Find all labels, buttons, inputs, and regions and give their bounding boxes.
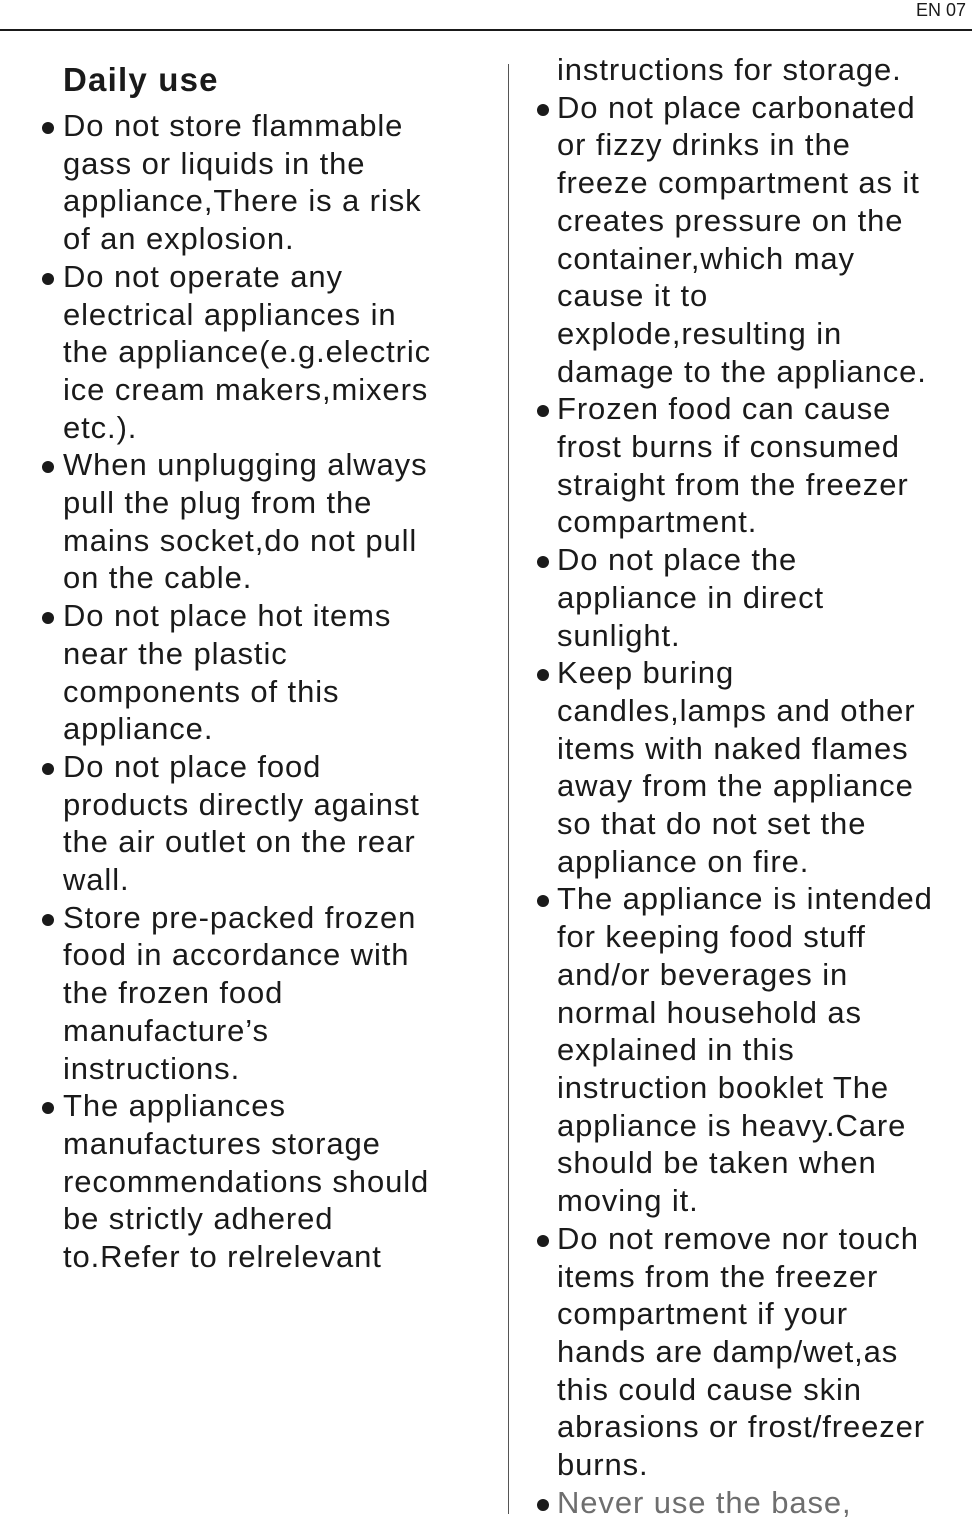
list-item-text: Do not store flammable gass or liquids in the appliance,There is a risk of an explosion. — [63, 108, 422, 257]
bullet-icon — [42, 763, 54, 775]
bullet-icon — [537, 556, 549, 568]
list-item-text: The appliances manufactures storage recommendations should be strictly adhered to.Refer to relrelevant — [63, 1088, 430, 1275]
bullet-icon — [537, 669, 549, 681]
list-item-text: Do not remove nor touch items from the freezer compartment if your hands are damp/wet,as this could cause skin abrasions or frost/freezer burns. — [557, 1220, 925, 1483]
list-item-text: Do not place hot items near the plastic components of this appliance. — [63, 598, 392, 747]
list-item-text: When unplugging always pull the plug from the mains socket,do not pull on the cable. — [63, 447, 428, 596]
list-item-text: Never use the base, — [557, 1484, 852, 1520]
list-item-text: Do not place food products directly against the air outlet on the rear wall. — [63, 748, 420, 898]
list-item — [510, 1220, 972, 1484]
bullet-icon — [42, 461, 54, 473]
continuation-text: instructions for storage. — [557, 52, 902, 87]
list-item-text: Do not operate any electrical appliances in the appliance(e.g.electric ice cream makers,mixers etc.). — [63, 258, 432, 445]
bullet-icon — [537, 104, 549, 116]
list-item-text: The appliance is intended for keeping food stuff and/or beverages in normal household as explained in this instruction booklet The appliance is heavy.Care should be taken when moving it. — [557, 881, 933, 1219]
left-column-list — [0, 107, 500, 1276]
list-item-text: Store pre-packed frozen food in accordance with the frozen food manufacture’s instructions. — [63, 899, 417, 1086]
list-item — [510, 1484, 972, 1521]
bullet-icon — [42, 914, 54, 926]
list-item — [0, 597, 500, 748]
list-item-text: Frozen food can cause frost burns if consumed straight from the freezer compartment. — [557, 391, 909, 540]
list-item — [0, 107, 500, 258]
page-number: EN 07 — [915, 0, 966, 20]
list-item — [0, 1087, 500, 1276]
bullet-icon — [537, 1235, 549, 1247]
list-item — [510, 541, 972, 654]
list-item — [0, 748, 500, 899]
header-rule — [0, 29, 972, 31]
bullet-icon — [537, 895, 549, 907]
bullet-icon — [42, 1102, 54, 1114]
right-column-list — [510, 51, 972, 1521]
list-item — [510, 654, 972, 880]
list-item — [0, 258, 500, 447]
list-item — [0, 446, 500, 597]
bullet-icon — [537, 1499, 549, 1511]
bullet-icon — [42, 612, 54, 624]
bullet-icon — [42, 122, 54, 134]
list-item-text: Keep buring candles,lamps and other items with naked flames away from the appliance so that do not set the appliance on fire. — [557, 655, 916, 879]
list-item — [510, 390, 972, 541]
list-item — [0, 899, 500, 1088]
list-item — [510, 89, 972, 391]
list-item-text: Do not place the appliance in direct sunlight. — [557, 542, 824, 653]
list-item — [510, 880, 972, 1219]
list-item-continuation — [510, 51, 972, 89]
column-divider — [508, 64, 509, 1514]
bullet-icon — [537, 405, 549, 417]
section-title: Daily use — [63, 61, 219, 98]
bullet-icon — [42, 273, 54, 285]
list-item-text: Do not place carbonated or fizzy drinks in the freeze compartment as it creates pressure on the container,which may cause it to explode,resulting in damage to the appliance. — [557, 89, 927, 389]
